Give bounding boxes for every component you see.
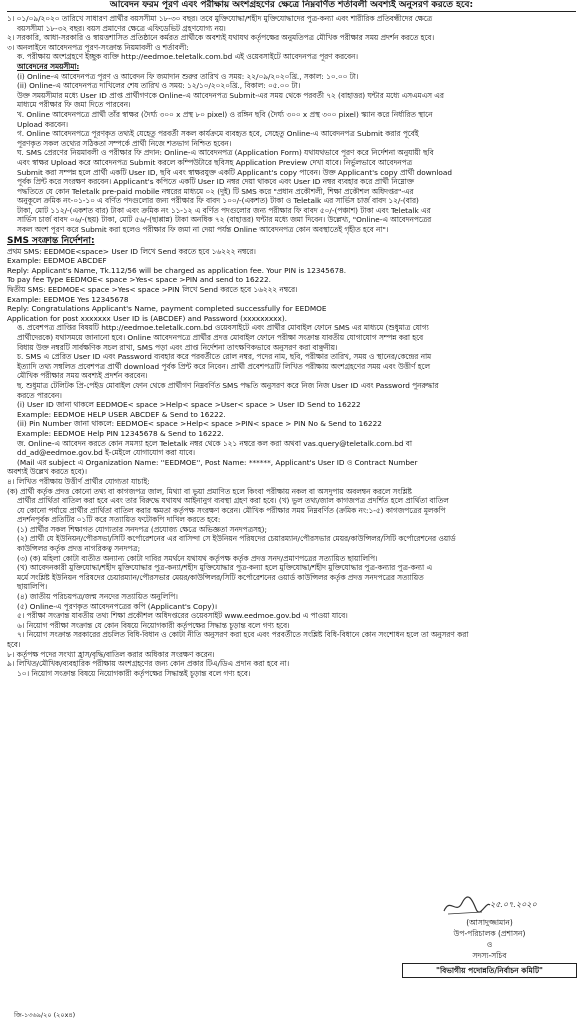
sms-line-1: প্রথম SMS: EEDMOE<space> User ID লিখে Send করতে হবে ১৬২২২ নম্বরে।: [7, 246, 256, 256]
sms-line-26: (ক) প্রার্থী কর্তৃক প্রদত্ত কোনো তথ্য বা কাগজপত্র জাল, মিথ্যা বা ভুয়া প্রমাণিত হলে কিংবা পরীক্ষায় নকল বা অসদুপায় অবলম্বন করলে সংশ্লিষ্ট: [7, 486, 412, 496]
sms-line-13: ইত্যাদি তথ্য সম্বলিত প্রবেশপত্র প্রার্থী download পূর্বক প্রিন্ট করে নিবেন। প্রার্থী প্রবেশপত্রটি লিখিত পরীক্ষায় অংশগ্রহণের সময় এবং উত্তীর্ণ হলে: [17, 361, 430, 371]
sms-line-44: ৯। লিখিত/মৌখিক/ব্যবহারিক পরীক্ষায় অংশগ্রহণের জন্য কোন প্রকার টিএ/ডিএ প্রদান করা হবে না।: [7, 659, 290, 669]
line-18: পূর্বক প্রিন্ট করে সংরক্ষণ করবেন। Applicant's কপিতে একটি User ID নম্বর দেয়া থাকবে এবং User ID নম্বর ব্যবহার করে প্রার্থী নিম্নোক্ত: [17, 177, 414, 187]
sms-line-11: বিধায় উক্ত নম্বরটি সার্বক্ষণিক সচল রাখা, SMS পড়া এবং প্রাপ্ত নির্দেশনা তাৎক্ষণিকভাবে অনুসরণ করা বাঞ্ছনীয়।: [17, 342, 338, 352]
sms-line-7: Reply: Congratulations Applicant's Name, payment completed successfully for EEDMOE: [7, 304, 327, 314]
signature-block: [402, 895, 577, 978]
sms-line-10: প্রার্থীদেরকে) যথাসময়ে জানানো হবে। Online আবেদনপত্রে প্রার্থীর প্রদত্ত মোবাইল ফোনে পরীক্ষা সংক্রান্ত যাবতীয় যোগাযোগ সম্পন্ন করা হবে: [17, 333, 424, 342]
sms-line-6: Example: EEDMOE Yes 12345678: [7, 294, 129, 304]
line-16: এবং স্বাক্ষর Upload করে আবেদনপত্র Submit করলে কম্পিউটারে ছবিসহ Application Preview দেখা যাবে। নির্ভুলভাবে আবেদনপত্র: [17, 157, 412, 167]
sms-line-42: হবে।: [7, 640, 21, 649]
sms-line-19: (ii) Pin Number জানা থাকলে: EEDMOE< space >Help< space >PIN< space > PIN No & Send to 16222: [17, 419, 382, 429]
sms-line-4: To pay fee Type EEDMOE< space >Yes< space >PIN and send to 16222.: [7, 275, 271, 285]
sms-line-36: ছায়ালিপি।: [17, 582, 48, 592]
sms-line-24: অবশ্যই উল্লেখ করতে হবে)।: [7, 467, 87, 477]
line-23: সকল অংশ পূরণ করে Submit করা হলেও পরীক্ষার ফি জমা না দেয়া পর্যন্ত Online আবেদনপত্র কোন অবস্থাতেই গৃহীত হবে না"।: [17, 225, 389, 235]
sms-line-34: (খ) আবেদনকারী মুক্তিযোদ্ধা/শহীদ মুক্তিযোদ্ধার পুত্র-কন্যা/শহীদ মুক্তিযোদ্ধার পুত্র-কন্যা হলে মুক্তিযোদ্ধা/শহীদ মুক্তিযোদ্ধার পুত্র-কন্যার পুত্র-কন্যা এ: [17, 563, 433, 573]
line-17: Submit করা সম্পন্ন হলে প্রার্থী একটি User ID, ছবি এবং স্বাক্ষরযুক্ত একটি Applicant's copy পাবেন। উক্ত Applicant's copy প্রার্থী download: [17, 167, 452, 177]
sms-line-29: প্রদর্শনপূর্বক প্রতিটির ০১টি করে সত্যায়িত ফটোকপি দাখিল করতে হবে:: [17, 515, 221, 525]
line-15: ঘ. SMS প্রেরণের নিয়মাবলী ও পরীক্ষার ফি প্রদান: Online-এ আবেদনপত্র (Application Form) যথাযথভাবে পূরণ করে নির্দেশনা অনুযায়ী ছবি: [17, 148, 434, 158]
line-4: ৩। অনলাইনে আবেদনপত্র পূরণ-সংক্রান্ত নিয়মাবলী ও শর্তাবলী:: [7, 42, 189, 52]
sms-line-9: ঙ. প্রবেশপত্র প্রাপ্তির বিষয়টি http://eedmoe.teletalk.com.bd ওয়েবসাইটে এবং প্রার্থীর মোবাইল ফোনে SMS এর মাধ্যমে (শুধুমাত্র যোগ্য: [17, 323, 429, 333]
line-6: আবেদনের সময়সীমা:: [17, 61, 80, 71]
sms-line-20: Example: EEDMOE Help PIN 12345678 & Send to 16222.: [17, 428, 224, 438]
sms-line-31: (২) প্রার্থী যে ইউনিয়ন/পৌরসভা/সিটি কর্পোরেশনের এর বাসিন্দা সে ইউনিয়ন পরিষদের চেয়ারম্যান/পৌরসভার মেয়র/কাউন্সিলর/সিটি কর্পোরেশনের ওয়ার্ড: [17, 534, 456, 544]
sms-line-8: Application for post xxxxxxx User ID is (ABCDEF) and Password (xxxxxxxxx).: [7, 313, 287, 323]
sms-line-12: চ. SMS এ প্রেরিত User ID এবং Password ব্যবহার করে পরবর্তীতে রোল নম্বর, পদের নাম, ছবি, পরীক্ষার তারিখ, সময় ও স্থানের/কেন্দ্রের নাম: [17, 352, 432, 362]
sms-line-15: ছ. শুধুমাত্র টেলিটক প্রি-পেইড মোবাইল ফোন থেকে প্রার্থীগণ নিম্নবর্ণিত SMS পদ্ধতি অনুসরণ করে নিজ নিজ User ID এবং Password পুনরুদ্ধার: [17, 380, 439, 390]
conditions-body: [7, 14, 576, 678]
footer-reference: জি-১৩৬৯/২০ (২০x৪): [14, 1011, 76, 1019]
sms-line-37: (৪) জাতীয় পরিচয়পত্র/জন্ম সনদের সত্যায়িত অনুলিপি।: [17, 592, 178, 602]
line-10: মাধ্যমে পরীক্ষার ফি জমা দিতে পারবেন।: [17, 100, 131, 110]
line-11: খ. Online আবেদনপত্রে প্রার্থী তাঁর স্বাক্ষর (দৈর্ঘ্য ৩০০ x প্রস্থ ৮০ pixel) ও রঙ্গিন ছবি (দৈর্ঘ্য ৩০০ x প্রস্থ ৩০০ pixel) স্ক্যান করে নির্ধারিত স্থানে: [17, 109, 433, 119]
sms-line-33: (৩) (ক) মহিলা কোটা ব্যতীত অন্যান্য কোটা দাবির সমর্থনে যথাযথ কর্তৃপক্ষ কর্তৃক প্রদত্ত সনদ/প্রমাণপত্রের সত্যায়িত ছায়ালিপি।: [17, 553, 378, 563]
line-5: ক. পরীক্ষায় অংশগ্রহণে ইচ্ছুক ব্যক্তি http://eedmoe.teletalk.com.bd এই ওয়েবসাইটে আবেদনপত্র পূরণ করবেন।: [17, 52, 358, 62]
sms-line-25: ৪। লিখিত পরীক্ষায় উত্তীর্ণ প্রার্থীর যোগ্যতা যাচাই:: [7, 476, 150, 486]
sms-line-43: ৮। কর্তৃপক্ষ পদের সংখ্যা হ্রাস/বৃদ্ধি/বাতিল করার অধিকার সংরক্ষণ করেন।: [7, 649, 215, 659]
line-2: বয়সসীমা ১৮-৩২ বছর। বয়স প্রমাণের ক্ষেত্রে এফিডেভিট গ্রহণযোগ্য নয়।: [17, 23, 226, 33]
sms-line-14: মৌখিক পরীক্ষার সময় অবশ্যই প্রদর্শন করবেন।: [17, 371, 148, 381]
sms-line-17: (i) User ID জানা থাকলে EEDMOE< space >Help< space >User< space > User ID Send to 16222: [17, 400, 361, 410]
handwritten-signature: [402, 895, 577, 917]
signatory-and: ও: [486, 940, 493, 949]
line-14: পূরণকৃত সকল তথ্যের সঠিকতা সম্পর্কে প্রার্থী নিজে শতভাগ নিশ্চিত হবেন।: [17, 138, 232, 148]
sms-heading: SMS সংক্রান্ত নির্দেশনা:: [7, 235, 95, 246]
sms-line-32: কাউন্সিলর কর্তৃক প্রদত্ত নাগরিকত্ব সনদপত্র;: [17, 544, 141, 554]
signatory-role: সদস্য-সচিব: [472, 951, 507, 960]
sms-line-22: dd_ad@eedmoe.gov.bd ই-মেইলে যোগাযোগ করা যাবে।: [17, 448, 195, 458]
line-8: (ii) Online-এ আবেদনপত্র দাখিলের শেষ তারিখ ও সময়: ১২/১০/২০২০খ্রি., বিকাল: ০৫.০০ টা।: [17, 81, 301, 91]
sms-line-16: করতে পারবেন।: [17, 390, 62, 400]
sms-line-28: যে কোনো পর্যায়ে প্রার্থীর প্রার্থিতা বাতিল করার ক্ষমতা কর্তৃপক্ষ সংরক্ষণ করেন। মৌখিক পরীক্ষার সময় নিম্নবর্ণিত (ক্রমিক নং:১-৫) কাগজপত্রের মূলকপি: [17, 505, 446, 515]
line-21: টাকা, মোট ১১২/-(একশত বার) টাকা এবং ক্রমিক নং ১১-১২ এ বর্ণিত পদগুলোর জন্য পরীক্ষার ফি বাবদ ৫০/-(পঞ্চাশ) টাকা এবং Teletalk এর: [17, 205, 431, 215]
line-3: ২। সরকারি, আধা-সরকারি ও স্বায়ত্তশাসিত প্রতিষ্ঠানে কর্মরত প্রার্থীকে অবশ্যই যথাযথ কর্তৃপক্ষের অনুমতিপত্র মৌখিক পরীক্ষার সময় প্রদর্শন করতে হবে।: [7, 33, 435, 43]
sms-line-21: জ. Online-এ আবেদন করতে কোন সমস্যা হলে Teletalk নম্বর থেকে ১২১ নম্বরে কল করা অথবা vas.query@teletalk.com.bd বা: [17, 438, 412, 448]
sms-line-38: (৫) Online-এ পূরণকৃত আবেদনপত্রের কপি (Applicant's Copy)।: [17, 601, 218, 611]
committee-name: "বিভাগীয় পদোন্নতি/নির্বাচন কমিটি": [402, 963, 577, 978]
conditions-header: আবেদন ফরম পূরণ এবং পরীক্ষায় অংশগ্রহণের ক্ষেত্রে নিম্নবর্ণিত শর্তাবলী অবশ্যই অনুসরণ করতে হবে:: [7, 0, 576, 12]
signature-scrawl-icon: [442, 895, 492, 917]
sms-line-2: Example: EEDMOE ABCDEF: [7, 256, 107, 266]
sms-line-5: দ্বিতীয় SMS: EEDMOE< space >Yes< space >PIN লিখে Send করতে হবে ১৬২২২ নম্বরে।: [7, 285, 298, 295]
sms-line-41: ৭। নিয়োগ সংক্রান্ত সরকারের প্রচলিত বিধি-বিধান ও কোটা নীতি অনুসরণ করা হবে এবং পরবর্তীতে সংশ্লিষ্ট বিধি-বিধানে কোন সংশোধন হলে তা অনুসরণ করা: [17, 630, 469, 640]
advertisement-conditions-page: [7, 0, 576, 1024]
signatory-title: উপ-পরিচালক (প্রশাসন): [453, 929, 526, 938]
sms-line-40: ৬। নিয়োগ পরীক্ষা সংক্রান্ত যে কোন বিষয়ে নিয়োগকারী কর্তৃপক্ষের সিদ্ধান্ত চূড়ান্ত বলে গণ্য হবে।: [17, 620, 290, 630]
line-7: (i) Online-এ আবেদনপত্র পূরণ ও আবেদন ফি জমাদান শুরুর তারিখ ও সময়: ২২/০৯/২০২০খ্রি., সকাল: ১০.০০ টা।: [17, 71, 359, 81]
line-13: গ. Online আবেদনপত্রে পূরণকৃত তথ্যই যেহেতু পরবর্তী সকল কার্যক্রমে ব্যবহৃত হবে, সেহেতু Online-এ আবেদনপত্র Submit করার পূর্বেই: [17, 129, 419, 139]
sms-line-39: ৫। পরীক্ষা সংক্রান্ত যাবতীয় তথ্য শিক্ষা প্রকৌশল অধিদপ্তরের ওয়েবসাইট www.eedmoe.gov.bd এ পাওয়া যাবে।: [17, 611, 348, 621]
sms-line-45: ১০। নিয়োগ সংক্রান্ত বিষয়ে নিয়োগকারী কর্তৃপক্ষের সিদ্ধান্তই চূড়ান্ত বলে গণ্য হবে।: [17, 668, 251, 678]
line-9: উক্ত সময়সীমার মধ্যে User ID প্রাপ্ত প্রার্থীগণকে Online-এ আবেদনপত্র Submit-এর সময় থেকে পরবর্তী ৭২ (বাহাত্তর) ঘন্টার মধ্যে এসএমএস এর: [17, 90, 444, 100]
sms-line-23: (Mail এর subject এ Organization Name: ''EEDMOE'', Post Name: ******, Applicant's User ID ও Contract Number: [17, 457, 418, 467]
sms-line-35: মর্মে সংশ্লিষ্ট ইউনিয়ন পরিষদের চেয়ারম্যান/পৌরসভার মেয়র/কাউন্সিলর/সিটি কর্পোরেশনের ওয়ার্ড কাউন্সিলর কর্তৃক প্রদত্ত সনদপত্রের সত্যায়িত: [17, 572, 424, 582]
sms-line-27: প্রার্থীর প্রার্থিতা বাতিল করা হবে এবং তার বিরুদ্ধে যথাযথ আইনানুগ ব্যবস্থা গ্রহণ করা হবে। (খ) ভুল তথ্য/জাল কাগজপত্র প্রদর্শিত হলে প্রার্থিতা বাতিল: [17, 496, 449, 506]
signature-date: ২৫.০৭.২০২০: [490, 900, 537, 909]
line-1: ১। ০১/০৯/২০২০ তারিখে সাধারণ প্রার্থীর বয়সসীমা ১৮-৩০ বছর। তবে মুক্তিযোদ্ধা/শহীদ মুক্তিযোদ্ধাদের পুত্র-কন্যা এবং শারীরিক প্রতিবন্ধীদের ক্ষেত্রে: [7, 14, 433, 23]
line-12: Upload করবেন।: [17, 119, 68, 129]
sms-line-30: (১) প্রার্থীর সকল শিক্ষাগত যোগ্যতার সনদপত্র (প্রযোজ্য ক্ষেত্রে অভিজ্ঞতা সনদপত্রসহ);: [17, 524, 267, 534]
line-20: অনুকূলে ক্রমিক নং-০১-১০ এ বর্ণিত পদগুলোর জন্য পরীক্ষার ফি বাবদ ১০০/-(একশত) টাকা ও Teletalk এর সার্ভিস চার্জ বাবদ ১২/-(বার): [17, 196, 419, 206]
sms-line-18: Example: EEDMOE HELP USER ABCDEF & Send to 16222.: [17, 409, 226, 419]
line-22: সার্ভিস চার্জ বাবদ ০৬/-(ছয়) টাকা, মোট ৫৬/-(ছাপ্পান্ন) টাকা অনধিক ৭২ (বাহাত্তর) ঘন্টার মধ্যে জমা দিবেন। উল্লেখ্য, "Online-এ আবেদনপত্রের: [17, 215, 432, 225]
sms-line-3: Reply: Applicant's Name, Tk.112/56 will be charged as application fee. Your PIN is 12345678.: [7, 265, 347, 275]
signatory-name: (আসাদুজ্জামান): [466, 918, 513, 927]
line-19: পদ্ধতিতে যে কোন Teletalk pre-paid mobile নম্বরের মাধ্যমে ০২ (দুই) টি SMS করে "প্রধান প্রকৌশলী, শিক্ষা প্রকৌশল অধিদপ্তর"-এর: [17, 186, 414, 196]
